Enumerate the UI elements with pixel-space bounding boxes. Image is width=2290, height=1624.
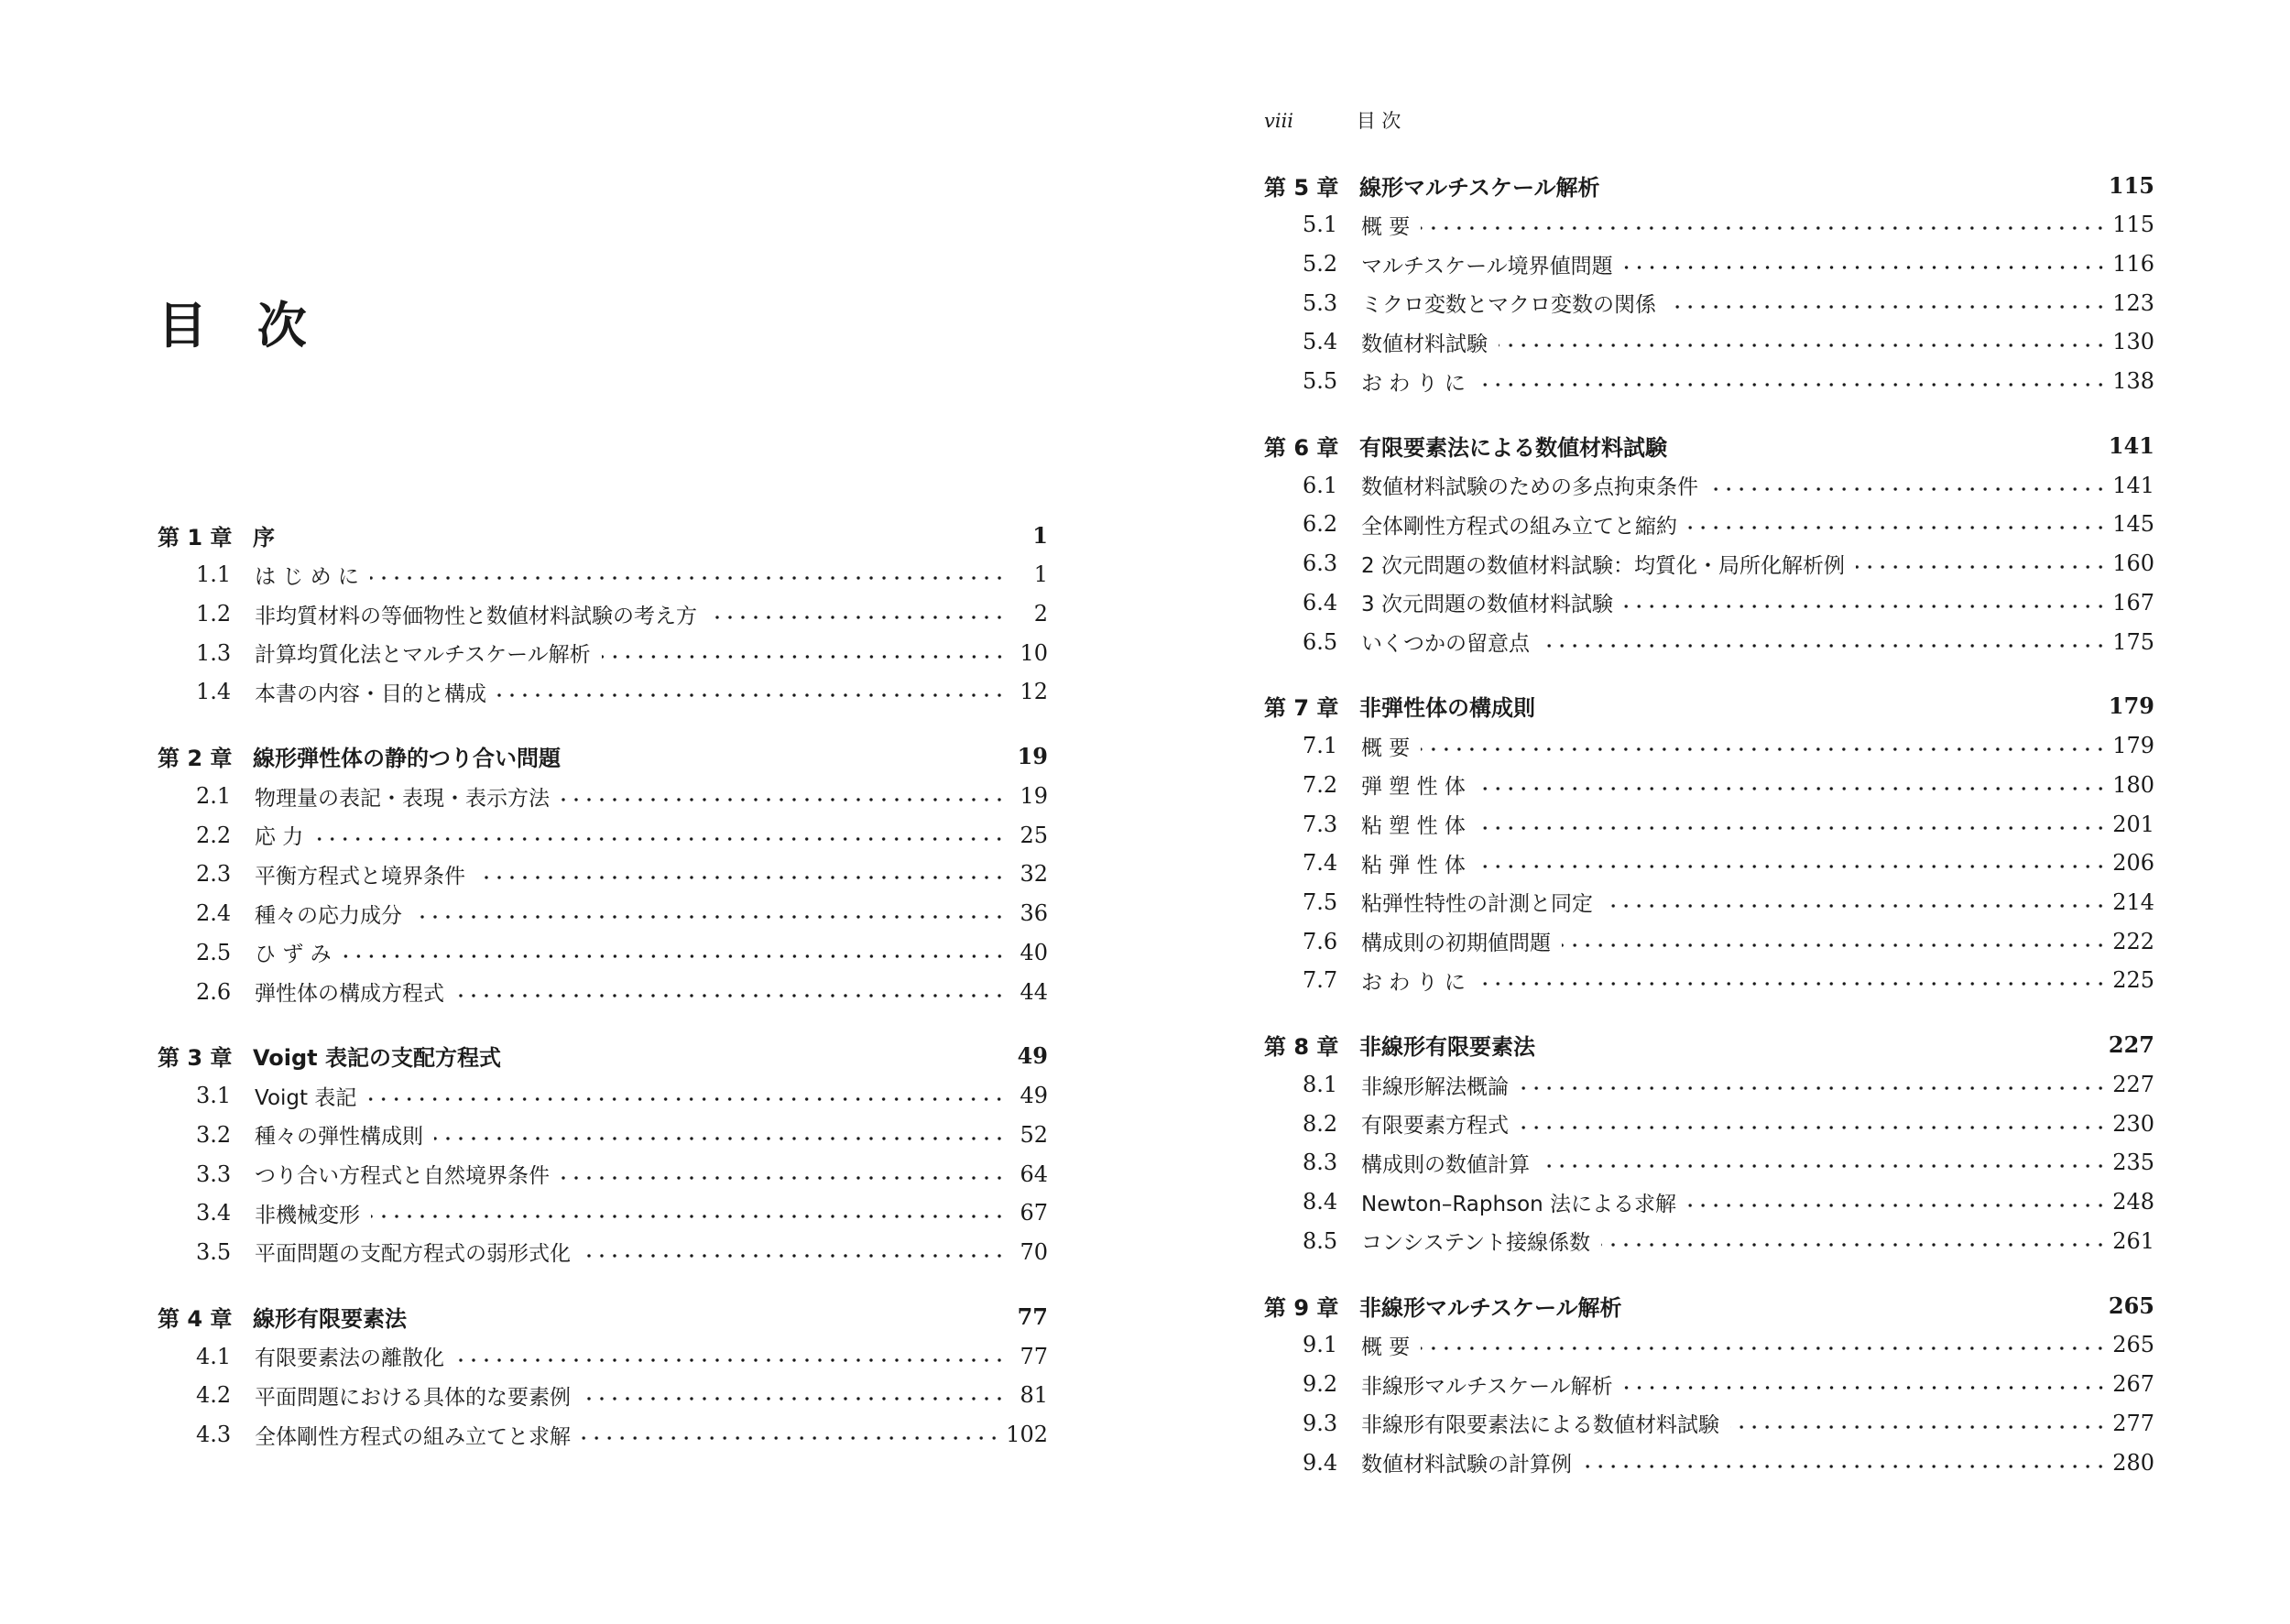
section-number: 2.3 <box>196 861 232 888</box>
dot-leader <box>582 1384 1006 1406</box>
dot-leader <box>1477 370 2107 392</box>
section-title: 概 要 <box>1361 736 1411 760</box>
section-page-number: 222 <box>2112 928 2154 954</box>
dot-leader <box>1520 1113 2107 1135</box>
chapter-entry[interactable] <box>158 1036 1048 1076</box>
section-page-number: 49 <box>1020 1083 1048 1109</box>
left-toc-list <box>158 515 1048 1478</box>
section-title: 非機械変形 <box>255 1203 360 1227</box>
chapter-page-number: 115 <box>2108 171 2154 199</box>
section-number: 4.1 <box>196 1343 232 1369</box>
section-title: 数値材料試験の計算例 <box>1361 1453 1572 1477</box>
chapter-block <box>1264 425 2154 660</box>
dot-leader <box>1709 474 2107 496</box>
chapter-block <box>1264 1025 2154 1260</box>
section-title: お わ り に <box>1361 371 1466 396</box>
dot-leader <box>1541 1151 2107 1173</box>
section-page-number: 70 <box>1020 1238 1048 1265</box>
section-entry[interactable] <box>1264 1143 2154 1183</box>
section-entry[interactable] <box>1264 1221 2154 1260</box>
section-number: 9.2 <box>1303 1371 1338 1398</box>
section-title: 非線形マルチスケール解析 <box>1361 1374 1613 1399</box>
dot-leader <box>314 824 1006 846</box>
dot-leader <box>1562 931 2107 953</box>
section-page-number: 77 <box>1020 1343 1048 1369</box>
chapter-block <box>158 515 1048 712</box>
section-number: 7.2 <box>1303 771 1338 798</box>
chapter-block <box>158 1036 1048 1271</box>
section-entry[interactable] <box>158 594 1048 634</box>
dot-leader <box>1477 969 2107 991</box>
section-page-number: 230 <box>2112 1110 2154 1137</box>
section-page-number: 206 <box>2112 850 2154 877</box>
right-toc-list <box>1264 165 2154 1507</box>
chapter-title: 非線形マルチスケール解析 <box>1359 1294 1622 1321</box>
section-title: 種々の弾性構成則 <box>255 1125 423 1150</box>
section-page-number: 145 <box>2112 511 2154 538</box>
chapter-label: 第 7 章 <box>1264 695 1339 722</box>
section-number: 7.3 <box>1303 811 1338 837</box>
chapter-title: Voigt 表記の支配方程式 <box>253 1045 501 1072</box>
section-title: 数値材料試験のための多点拘束条件 <box>1361 475 1698 500</box>
dot-leader <box>1604 891 2107 913</box>
running-title: 目 次 <box>1356 110 1401 132</box>
section-entry[interactable] <box>1264 245 2154 284</box>
dot-leader <box>1687 1191 2107 1213</box>
section-title: 構成則の数値計算 <box>1361 1152 1530 1177</box>
section-title: 粘 塑 性 体 <box>1361 814 1466 839</box>
section-entry[interactable] <box>158 777 1048 816</box>
section-title: 有限要素方程式 <box>1361 1114 1509 1139</box>
chapter-block <box>158 736 1048 1011</box>
section-entry[interactable] <box>158 1193 1048 1233</box>
section-title: 種々の応力成分 <box>255 903 402 928</box>
section-entry[interactable] <box>158 1154 1048 1193</box>
section-entry[interactable] <box>158 933 1048 973</box>
dot-leader <box>497 681 1006 703</box>
section-number: 7.7 <box>1303 967 1338 994</box>
section-title: 有限要素法の離散化 <box>255 1346 444 1371</box>
section-title: は じ め に <box>255 564 359 589</box>
chapter-page-number: 227 <box>2108 1031 2154 1059</box>
section-number: 1.4 <box>196 679 232 705</box>
section-page-number: 25 <box>1020 822 1048 848</box>
section-number: 5.1 <box>1303 212 1338 238</box>
section-page-number: 180 <box>2112 771 2154 798</box>
section-entry[interactable] <box>1264 283 2154 322</box>
section-entry[interactable] <box>1264 1183 2154 1222</box>
section-entry[interactable] <box>1264 583 2154 623</box>
section-entry[interactable] <box>158 1233 1048 1272</box>
section-entry[interactable] <box>1264 961 2154 1000</box>
section-page-number: 167 <box>2112 589 2154 616</box>
section-entry[interactable] <box>1264 465 2154 505</box>
section-entry[interactable] <box>158 1076 1048 1116</box>
section-page-number: 138 <box>2112 368 2154 395</box>
dot-leader <box>1583 1452 2107 1474</box>
section-entry[interactable] <box>158 633 1048 672</box>
section-page-number: 235 <box>2112 1150 2154 1176</box>
section-number: 3.2 <box>196 1121 232 1148</box>
section-page-number: 116 <box>2112 251 2154 278</box>
dot-leader <box>1667 292 2107 314</box>
section-number: 3.4 <box>196 1200 232 1226</box>
section-number: 4.2 <box>196 1382 232 1409</box>
dot-leader <box>582 1423 1000 1445</box>
dot-leader <box>434 1124 1006 1146</box>
chapter-label: 第 1 章 <box>158 524 233 550</box>
section-page-number: 179 <box>2112 733 2154 759</box>
section-page-number: 214 <box>2112 888 2154 915</box>
section-title: Voigt 表記 <box>255 1085 357 1110</box>
chapter-label: 第 4 章 <box>158 1305 233 1332</box>
section-entry[interactable] <box>1264 205 2154 245</box>
page-folio: viii <box>1264 110 1294 132</box>
chapter-title: 非線形有限要素法 <box>1359 1034 1535 1061</box>
chapter-entry[interactable] <box>1264 1285 2154 1325</box>
section-page-number: 123 <box>2112 289 2154 316</box>
section-entry[interactable] <box>158 972 1048 1011</box>
chapter-label: 第 2 章 <box>158 746 233 772</box>
dot-leader <box>602 642 1006 664</box>
section-title: 平面問題の支配方程式の弱形式化 <box>255 1242 571 1267</box>
dot-leader <box>367 1084 1006 1106</box>
section-title: ひ ず み <box>255 943 332 967</box>
section-number: 6.4 <box>1303 589 1338 616</box>
section-title: 粘弾性特性の計測と同定 <box>1361 892 1593 917</box>
dot-leader <box>413 902 1006 924</box>
chapter-label: 第 5 章 <box>1264 174 1339 201</box>
section-entry[interactable] <box>1264 622 2154 661</box>
section-number: 2.2 <box>196 822 232 848</box>
dot-leader <box>708 603 1006 625</box>
dot-leader <box>561 1163 1006 1185</box>
section-number: 7.6 <box>1303 928 1338 954</box>
section-title: 2 次元問題の数値材料試験：均質化・局所化解析例 <box>1361 553 1845 578</box>
section-title: いくつかの留意点 <box>1361 632 1530 657</box>
chapter-entry[interactable] <box>158 515 1048 555</box>
section-entry[interactable] <box>1264 1325 2154 1365</box>
dot-leader <box>1520 1074 2107 1095</box>
section-entry[interactable] <box>1264 1365 2154 1404</box>
chapter-page-number: 141 <box>2108 431 2154 459</box>
section-page-number: 2 <box>1033 601 1048 627</box>
toc-heading: 目 次 <box>158 296 323 354</box>
dot-leader <box>455 1346 1006 1368</box>
section-title: 数値材料試験 <box>1361 332 1488 356</box>
chapter-entry[interactable] <box>158 1296 1048 1336</box>
section-page-number: 277 <box>2112 1410 2154 1436</box>
section-page-number: 225 <box>2112 967 2154 994</box>
chapter-block <box>1264 165 2154 400</box>
section-title: 概 要 <box>1361 1335 1411 1359</box>
section-number: 8.1 <box>1303 1072 1338 1098</box>
section-title: 概 要 <box>1361 214 1411 239</box>
section-title: Newton–Raphson 法による求解 <box>1361 1192 1677 1216</box>
dot-leader <box>1421 1334 2107 1356</box>
section-page-number: 130 <box>2112 329 2154 355</box>
dot-leader <box>370 563 1006 585</box>
section-title: 3 次元問題の数値材料試験 <box>1361 593 1613 617</box>
section-title: 弾 塑 性 体 <box>1361 775 1466 800</box>
section-number: 5.2 <box>1303 251 1338 278</box>
section-page-number: 64 <box>1020 1161 1048 1187</box>
section-page-number: 44 <box>1020 978 1048 1005</box>
section-number: 1.3 <box>196 639 232 666</box>
section-page-number: 115 <box>2112 212 2154 238</box>
section-page-number: 10 <box>1020 639 1048 666</box>
chapter-title: 線形弾性体の静的つり合い問題 <box>253 746 561 772</box>
section-page-number: 52 <box>1020 1121 1048 1148</box>
section-entry[interactable] <box>158 1376 1048 1415</box>
section-page-number: 141 <box>2112 472 2154 498</box>
chapter-label: 第 3 章 <box>158 1045 233 1072</box>
section-title: 非均質材料の等価物性と数値材料試験の考え方 <box>255 604 697 628</box>
dot-leader <box>1624 1373 2108 1395</box>
section-entry[interactable] <box>1264 921 2154 961</box>
section-page-number: 175 <box>2112 628 2154 655</box>
chapter-entry[interactable] <box>1264 686 2154 726</box>
section-title: コンシステント接線係数 <box>1361 1231 1591 1256</box>
section-number: 8.3 <box>1303 1150 1338 1176</box>
chapter-title: 序 <box>253 524 275 550</box>
section-title: 本書の内容・目的と構成 <box>255 681 486 706</box>
chapter-entry[interactable] <box>158 736 1048 777</box>
chapter-block <box>1264 1285 2154 1482</box>
dot-leader <box>582 1241 1006 1263</box>
section-title: つり合い方程式と自然境界条件 <box>255 1164 550 1189</box>
section-page-number: 201 <box>2112 811 2154 837</box>
dot-leader <box>1477 852 2107 874</box>
section-number: 8.2 <box>1303 1110 1338 1137</box>
section-entry[interactable] <box>158 1116 1048 1155</box>
section-number: 2.4 <box>196 900 232 927</box>
section-page-number: 40 <box>1020 939 1048 965</box>
section-entry[interactable] <box>1264 1443 2154 1482</box>
section-number: 6.1 <box>1303 472 1338 498</box>
section-number: 3.3 <box>196 1161 232 1187</box>
section-entry[interactable] <box>158 815 1048 855</box>
chapter-block <box>158 1296 1048 1454</box>
section-page-number: 280 <box>2112 1449 2154 1476</box>
section-page-number: 267 <box>2112 1371 2154 1398</box>
section-entry[interactable] <box>1264 883 2154 922</box>
section-entry[interactable] <box>1264 766 2154 805</box>
chapter-label: 第 8 章 <box>1264 1034 1339 1061</box>
section-page-number: 227 <box>2112 1072 2154 1098</box>
dot-leader <box>343 942 1006 964</box>
section-title: 平面問題における具体的な要素例 <box>255 1385 571 1410</box>
dot-leader <box>1601 1230 2107 1252</box>
dot-leader <box>561 785 1006 807</box>
chapter-label: 第 6 章 <box>1264 434 1339 461</box>
section-entry[interactable] <box>1264 1104 2154 1143</box>
section-number: 7.1 <box>1303 733 1338 759</box>
dot-leader <box>1499 331 2107 353</box>
section-entry[interactable] <box>158 855 1048 894</box>
section-entry[interactable] <box>1264 322 2154 362</box>
dot-leader <box>1688 513 2107 535</box>
chapter-title: 非弾性体の構成則 <box>1359 695 1535 722</box>
section-number: 7.5 <box>1303 888 1338 915</box>
dot-leader <box>1421 735 2107 757</box>
section-number: 9.4 <box>1303 1449 1338 1476</box>
section-title: 計算均質化法とマルチスケール解析 <box>255 643 591 668</box>
section-number: 9.3 <box>1303 1410 1338 1436</box>
section-number: 8.5 <box>1303 1227 1338 1254</box>
dot-leader <box>1477 813 2107 835</box>
section-number: 7.4 <box>1303 850 1338 877</box>
section-entry[interactable] <box>1264 362 2154 401</box>
section-number: 9.1 <box>1303 1332 1338 1358</box>
dot-leader <box>1856 552 2107 574</box>
section-number: 6.5 <box>1303 628 1338 655</box>
section-number: 1.2 <box>196 601 232 627</box>
chapter-page-number: 1 <box>1032 521 1048 549</box>
section-number: 4.3 <box>196 1422 232 1448</box>
section-page-number: 248 <box>2112 1189 2154 1215</box>
section-page-number: 32 <box>1020 861 1048 888</box>
section-number: 3.1 <box>196 1083 232 1109</box>
section-entry[interactable] <box>1264 544 2154 583</box>
section-page-number: 36 <box>1020 900 1048 927</box>
chapter-page-number: 19 <box>1017 743 1048 770</box>
chapter-label: 第 9 章 <box>1264 1294 1339 1321</box>
section-page-number: 81 <box>1020 1382 1048 1409</box>
chapter-title: 線形有限要素法 <box>253 1305 407 1332</box>
section-title: ミクロ変数とマクロ変数の関係 <box>1361 293 1656 318</box>
section-number: 2.5 <box>196 939 232 965</box>
section-entry[interactable] <box>1264 1065 2154 1105</box>
dot-leader <box>371 1202 1006 1224</box>
dot-leader <box>476 863 1006 885</box>
section-entry[interactable] <box>158 555 1048 594</box>
section-entry[interactable] <box>158 894 1048 933</box>
section-page-number: 19 <box>1020 783 1048 810</box>
section-number: 6.2 <box>1303 511 1338 538</box>
dot-leader <box>1624 253 2108 275</box>
section-entry[interactable] <box>1264 844 2154 883</box>
section-page-number: 160 <box>2112 550 2154 577</box>
section-entry[interactable] <box>158 672 1048 712</box>
dot-leader <box>455 981 1006 1003</box>
section-title: 物理量の表記・表現・表示方法 <box>255 786 550 811</box>
section-title: 非線形有限要素法による数値材料試験 <box>1361 1413 1719 1438</box>
section-number: 8.4 <box>1303 1189 1338 1215</box>
section-page-number: 102 <box>1006 1422 1048 1448</box>
section-entry[interactable] <box>158 1415 1048 1455</box>
chapter-entry[interactable] <box>1264 165 2154 205</box>
section-page-number: 265 <box>2112 1332 2154 1358</box>
section-title: マルチスケール境界値問題 <box>1361 254 1613 278</box>
section-title: 構成則の初期値問題 <box>1361 932 1551 956</box>
section-page-number: 1 <box>1033 561 1048 588</box>
section-title: 粘 弾 性 体 <box>1361 853 1466 877</box>
section-title: 全体剛性方程式の組み立てと縮約 <box>1361 514 1677 539</box>
chapter-title: 有限要素法による数値材料試験 <box>1359 434 1667 461</box>
section-number: 5.4 <box>1303 329 1338 355</box>
section-entry[interactable] <box>1264 804 2154 844</box>
dot-leader <box>1730 1412 2107 1434</box>
dot-leader <box>1541 631 2107 653</box>
section-page-number: 67 <box>1020 1200 1048 1226</box>
chapter-page-number: 49 <box>1017 1042 1048 1070</box>
section-title: 非線形解法概論 <box>1361 1074 1509 1099</box>
section-number: 1.1 <box>196 561 232 588</box>
section-entry[interactable] <box>1264 726 2154 766</box>
section-entry[interactable] <box>1264 505 2154 544</box>
section-number: 2.6 <box>196 978 232 1005</box>
chapter-entry[interactable] <box>1264 1025 2154 1065</box>
section-title: 全体剛性方程式の組み立てと求解 <box>255 1424 571 1449</box>
section-title: 応 力 <box>255 825 304 850</box>
chapter-page-number: 77 <box>1017 1302 1048 1330</box>
section-title: 平衡方程式と境界条件 <box>255 864 465 888</box>
dot-leader <box>1421 213 2107 235</box>
section-title: お わ り に <box>1361 970 1466 995</box>
running-head <box>1264 112 1401 131</box>
dot-leader <box>1477 774 2107 796</box>
section-number: 2.1 <box>196 783 232 810</box>
chapter-block <box>1264 686 2154 1000</box>
chapter-page-number: 265 <box>2108 1292 2154 1319</box>
section-page-number: 12 <box>1020 679 1048 705</box>
section-number: 3.5 <box>196 1238 232 1265</box>
section-entry[interactable] <box>158 1336 1048 1376</box>
dot-leader <box>1624 592 2107 614</box>
section-number: 5.5 <box>1303 368 1338 395</box>
chapter-title: 線形マルチスケール解析 <box>1359 174 1600 201</box>
chapter-entry[interactable] <box>1264 425 2154 465</box>
section-entry[interactable] <box>1264 1404 2154 1444</box>
section-page-number: 261 <box>2112 1227 2154 1254</box>
section-number: 6.3 <box>1303 550 1338 577</box>
section-title: 弾性体の構成方程式 <box>255 982 444 1007</box>
chapter-page-number: 179 <box>2108 692 2154 720</box>
section-number: 5.3 <box>1303 289 1338 316</box>
